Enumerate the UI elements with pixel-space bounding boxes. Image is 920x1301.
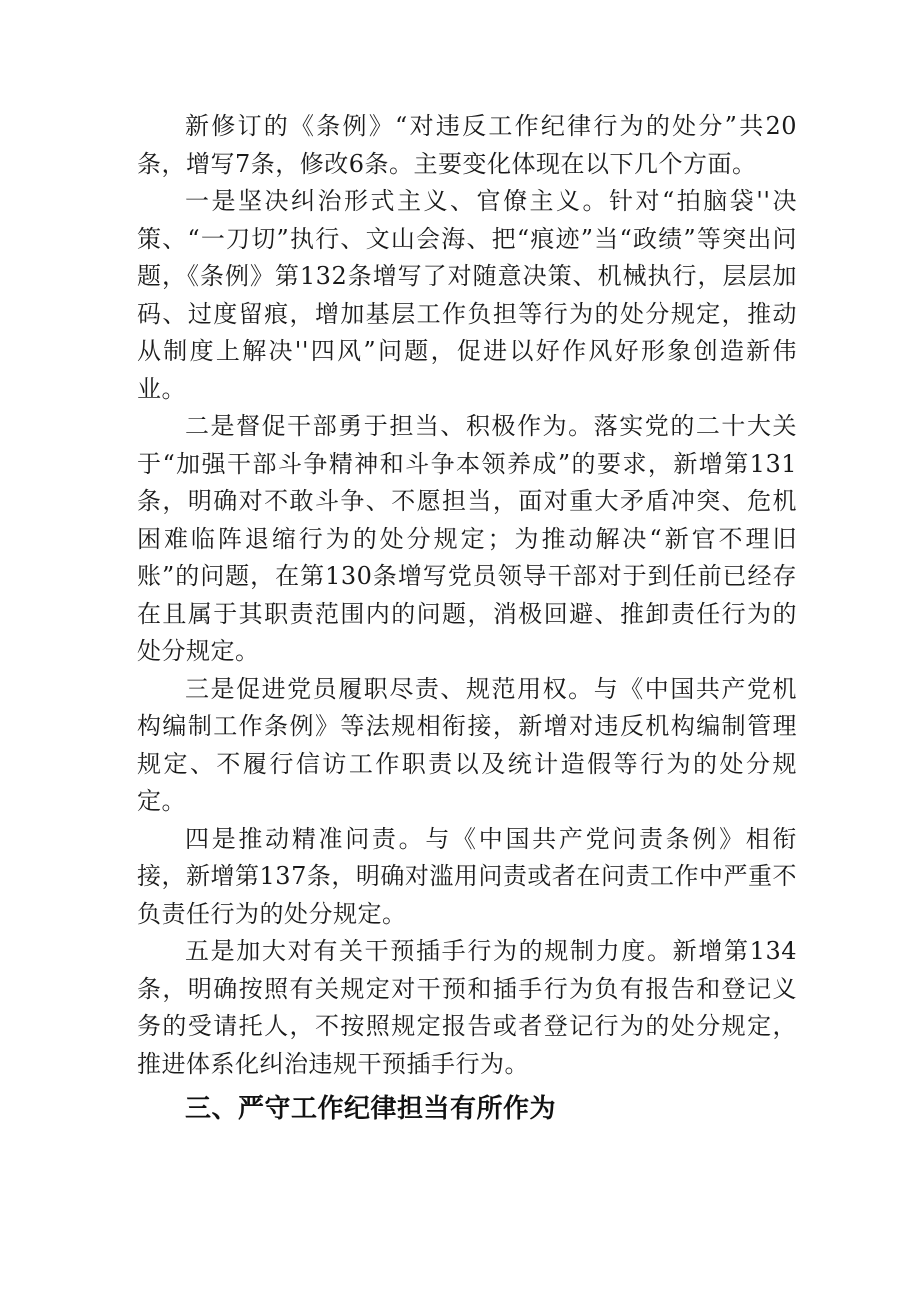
paragraph-intro: 新修订的《条例》“对违反工作纪律行为的处分”共20条，增写7条，修改6条。主要变化体现在以下几个方面。 xyxy=(137,112,797,178)
document-body xyxy=(137,108,797,1130)
section-heading: 三、严守工作纪律担当有所作为 xyxy=(185,1094,557,1124)
paragraph-point-two: 二是督促干部勇于担当、积极作为。落实党的二十大关于“加强干部斗争精神和斗争本领养成”的要求，新增第131条，明确对不敢斗争、不愿担当，面对重大矛盾冲突、危机困难临阵退缩行为的处分规定；为推动解决“新官不理旧账”的问题，在第130条增写党员领导干部对于到任前已经存在且属于其职责范围内的问题，消极回避、推卸责任行为的处分规定。 xyxy=(137,412,797,665)
paragraph-point-four: 四是推动精准问责。与《中国共产党问责条例》相衔接，新增第137条，明确对滥用问责或者在问责工作中严重不负责任行为的处分规定。 xyxy=(137,824,797,928)
paragraph-point-five: 五是加大对有关干预插手行为的规制力度。新增第134条，明确按照有关规定对干预和插手行为负有报告和登记义务的受请托人，不按照规定报告或者登记行为的处分规定，推进体系化纠治违规干预插手行为。 xyxy=(137,937,797,1078)
paragraph-point-one: 一是坚决纠治形式主义、官僚主义。针对“拍脑袋''决策、“一刀切”执行、文山会海、把“痕迹”当“政绩”等突出问题，《条例》第132条增写了对随意决策、机械执行，层层加码、过度留痕，增加基层工作负担等行为的处分规定，推动从制度上解决''四风”问题，促进以好作风好形象创造新伟业。 xyxy=(137,187,797,403)
paragraph-point-three: 三是促进党员履职尽责、规范用权。与《中国共产党机构编制工作条例》等法规相衔接，新增对违反机构编制管理规定、不履行信访工作职责以及统计造假等行为的处分规定。 xyxy=(137,674,797,815)
